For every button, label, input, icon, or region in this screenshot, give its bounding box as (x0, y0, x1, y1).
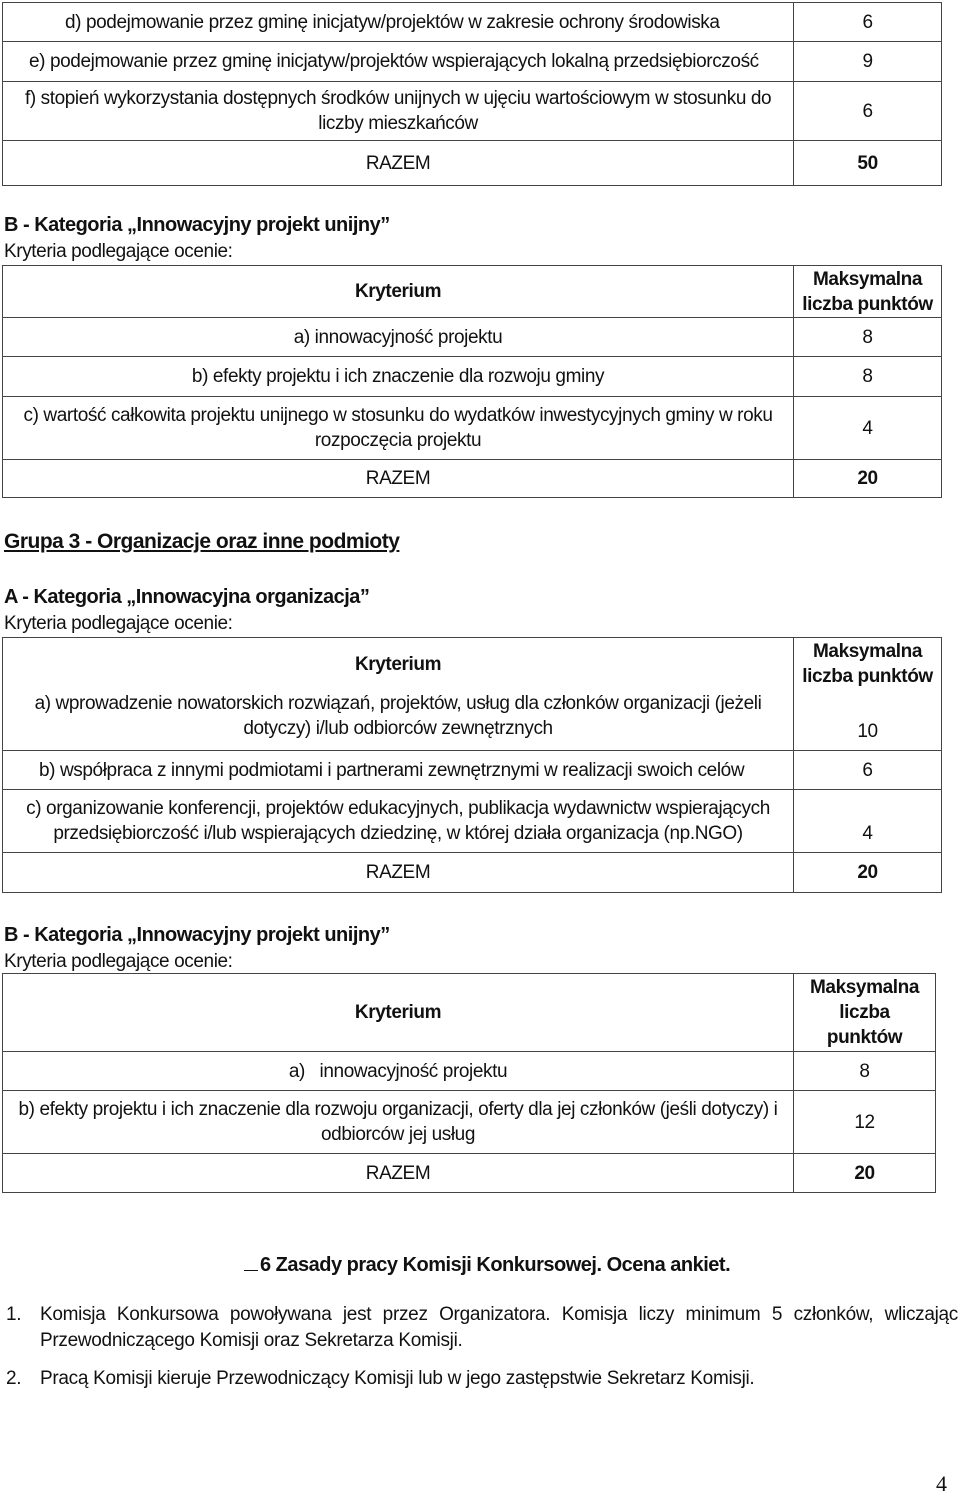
criteria-subheading: Kryteria podlegające ocenie: (4, 951, 233, 972)
total-label: RAZEM (3, 460, 794, 498)
table-row (3, 42, 942, 82)
total-points: 50 (794, 141, 942, 186)
criterion-points: 10 (794, 691, 942, 751)
total-points: 20 (794, 1154, 936, 1193)
header-points (794, 638, 942, 691)
criterion-label (3, 1091, 794, 1154)
table-row (3, 397, 942, 460)
table-row (3, 1052, 936, 1091)
criterion-label-line: rozpoczęcia projektu (314, 430, 482, 451)
criterion-label-line: dotyczy) i/lub odbiorców zewnętrznych (243, 717, 553, 739)
criterion-label-line: liczby mieszkańców (318, 113, 478, 134)
criteria-subheading: Kryteria podlegające ocenie: (4, 613, 233, 634)
criterion-points: 9 (794, 42, 942, 82)
group-title: Grupa 3 - Organizacje oraz inne podmioty (4, 530, 400, 553)
total-points: 20 (794, 460, 942, 498)
category-heading: A - Kategoria „Innowacyjna organizacja” (4, 586, 370, 608)
criteria-subheading: Kryteria podlegające ocenie: (4, 241, 233, 262)
criterion-points: 8 (794, 318, 942, 357)
table-row (3, 790, 942, 853)
header-points (794, 974, 936, 1052)
list-item-number: 1. (6, 1304, 22, 1325)
total-row (3, 141, 942, 186)
header-points-line: Maksymalna (810, 977, 920, 998)
table-header (3, 638, 942, 691)
heading-underline-mark (244, 1252, 258, 1271)
criterion-label-line: c) wartość całkowita projektu unijnego w stosunku do wydatków inwestycyjnych gminy w roku (23, 405, 773, 426)
header-points-line: Maksymalna (813, 268, 923, 290)
criterion-label-line: b) efekty projektu i ich znaczenie dla rozwoju organizacji, oferty dla jej członków (jeśli dotyczy) i (18, 1099, 778, 1120)
criteria-table-top (2, 2, 942, 186)
total-label: RAZEM (3, 853, 794, 893)
list-item-text: Pracą Komisji kieruje Przewodniczący Komisji lub w jego zastępstwie Sekretarz Komisji. (40, 1368, 755, 1389)
list-item (6, 1366, 960, 1394)
header-points-line: liczba punktów (802, 666, 933, 688)
category-heading: B - Kategoria „Innowacyjny projekt unijny” (4, 214, 390, 236)
criterion-label-line: przedsiębiorczość i/lub wspierających dziedzinę, w której działa organizacja (np.NGO) (53, 823, 743, 844)
table-row (3, 82, 942, 141)
header-points-line: punktów (826, 1027, 903, 1048)
criterion-label (3, 82, 794, 141)
criterion-points: 8 (794, 1052, 936, 1091)
page-number: 4 (936, 1471, 947, 1496)
total-label: RAZEM (3, 141, 794, 186)
criterion-label: e) podejmowanie przez gminę inicjatyw/projektów wspierających lokalną przedsiębiorczość (3, 42, 794, 82)
list-item (6, 1302, 960, 1358)
criterion-label (3, 691, 794, 751)
total-label: RAZEM (3, 1154, 794, 1193)
section-title: 6 Zasady pracy Komisji Konkursowej. Ocena ankiet. (260, 1254, 731, 1276)
list-item-text: Komisja Konkursowa powoływana jest przez Organizatora. Komisja liczy minimum 5 członków, wliczając Przewodniczącego Komisji oraz Sekretarza Komisji. (40, 1304, 958, 1351)
criterion-points: 6 (794, 3, 942, 42)
criterion-label-line: odbiorców jej usług (321, 1124, 475, 1145)
table-header (3, 974, 936, 1052)
criterion-label: a) innowacyjność projektu (3, 318, 794, 357)
header-points (794, 266, 942, 318)
criterion-label: a) innowacyjność projektu (3, 1052, 794, 1091)
criteria-table-a3 (2, 637, 942, 893)
criterion-label: d) podejmowanie przez gminę inicjatyw/projektów w zakresie ochrony środowiska (3, 3, 794, 42)
header-points-line: liczba punktów (802, 293, 933, 315)
criterion-label-line: a) wprowadzenie nowatorskich rozwiązań, projektów, usług dla członków organizacji (jeżeli (34, 692, 762, 714)
table-row (3, 691, 942, 751)
section-heading (244, 1252, 730, 1277)
criterion-points: 8 (794, 357, 942, 397)
criterion-points: 4 (794, 397, 942, 460)
total-points: 20 (794, 853, 942, 893)
table-header (3, 266, 942, 318)
table-row (3, 3, 942, 42)
total-row (3, 1154, 936, 1193)
criterion-points: 4 (794, 790, 942, 853)
table-row (3, 751, 942, 790)
criterion-label-line: c) organizowanie konferencji, projektów edukacyjnych, publikacja wydawnictw wspierających (26, 798, 770, 819)
criterion-label-line: f) stopień wykorzystania dostępnych środków unijnych w ujęciu wartościowym w stosunku do (24, 88, 772, 109)
total-row (3, 460, 942, 498)
criterion-label: b) efekty projektu i ich znaczenie dla rozwoju gminy (3, 357, 794, 397)
category-heading: B - Kategoria „Innowacyjny projekt unijny” (4, 924, 390, 946)
criterion-points: 12 (794, 1091, 936, 1154)
list-item-number: 2. (6, 1368, 22, 1389)
header-criterion: Kryterium (3, 638, 794, 691)
criterion-label: b) współpraca z innymi podmiotami i partnerami zewnętrznymi w realizacji swoich celów (3, 751, 794, 790)
total-row (3, 853, 942, 893)
criterion-label (3, 397, 794, 460)
criterion-points: 6 (794, 82, 942, 141)
table-row (3, 318, 942, 357)
criteria-table-b3 (2, 973, 936, 1193)
header-points-line: Maksymalna (813, 641, 923, 663)
criteria-table-b1 (2, 265, 942, 498)
criterion-points: 6 (794, 751, 942, 790)
header-points-line: liczba (839, 1002, 890, 1023)
table-row (3, 1091, 936, 1154)
table-row (3, 357, 942, 397)
criterion-label (3, 790, 794, 853)
header-criterion: Kryterium (3, 974, 794, 1052)
header-criterion: Kryterium (3, 266, 794, 318)
